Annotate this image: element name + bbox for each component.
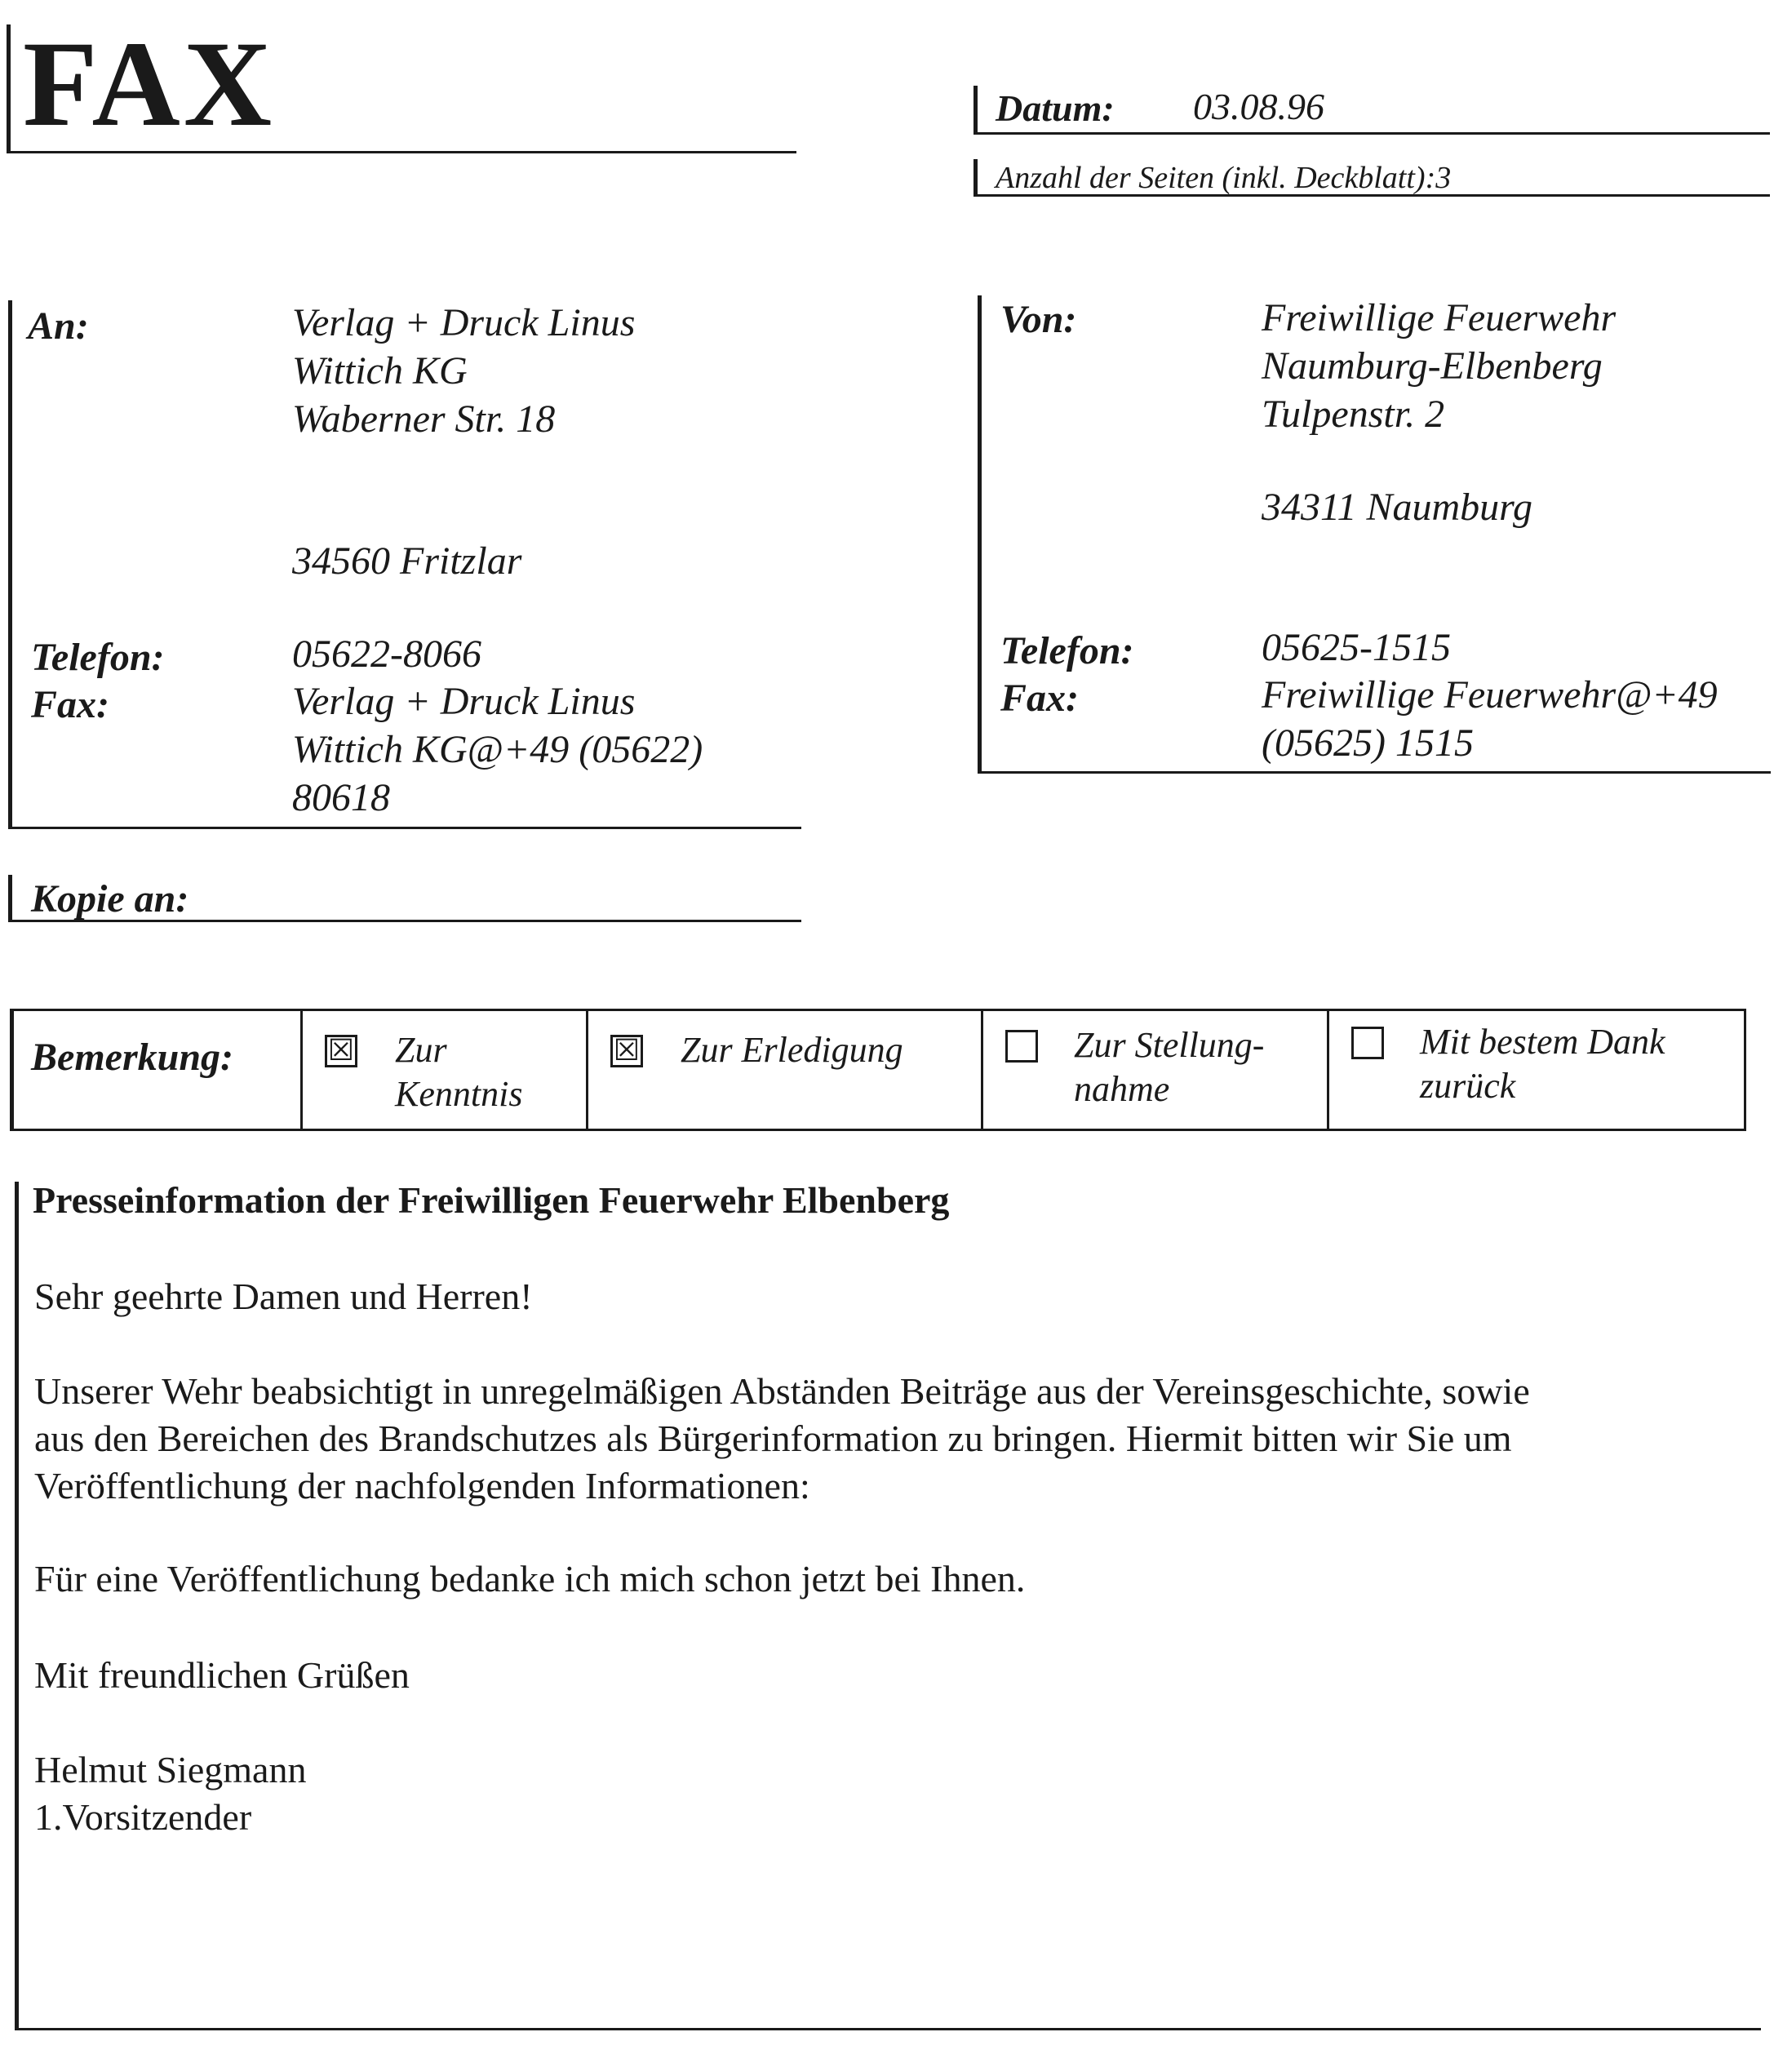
message-paragraph: Für eine Veröffentlichung bedanke ich mich schon jetzt bei Ihnen.	[34, 1558, 1026, 1599]
recipient-phone-label: Telefon:	[31, 636, 165, 679]
recipient-label: An:	[28, 304, 89, 348]
sender-city: 34311 Naumburg	[1262, 486, 1533, 529]
recipient-city: 34560 Fritzlar	[292, 539, 522, 583]
sender-label: Von:	[1000, 298, 1077, 341]
sender-phone-label: Telefon:	[1000, 629, 1134, 672]
option-zur-erledigung: Zur Erledigung	[681, 1030, 903, 1070]
recipient-fax-label: Fax:	[31, 683, 109, 726]
checkbox-zur-erledigung[interactable]: ☒	[610, 1035, 643, 1067]
remarks-label: Bemerkung:	[31, 1036, 234, 1079]
page-count-label: Anzahl der Seiten (inkl. Deckblatt):3	[996, 161, 1452, 195]
copy-label: Kopie an:	[31, 877, 189, 921]
remarks-divider	[981, 1009, 983, 1131]
message-signer: Helmut Siegmann 1.Vorsitzender	[34, 1749, 307, 1838]
checkbox-zur-kenntnis[interactable]: ☒	[325, 1035, 357, 1067]
sender-fax: Freiwillige Feuerwehr@+49 (05625) 1515	[1262, 673, 1718, 765]
message-closing: Mit freundlichen Grüßen	[34, 1654, 410, 1696]
date-label: Datum:	[996, 87, 1115, 129]
sender-phone: 05625-1515	[1262, 626, 1451, 669]
date-value: 03.08.96	[1193, 86, 1324, 127]
recipient-address: Verlag + Druck Linus Wittich KG Waberner Str. 18	[292, 301, 636, 441]
checkbox-mit-bestem-dank[interactable]	[1351, 1027, 1384, 1059]
sender-fax-label: Fax:	[1000, 677, 1079, 720]
fax-title: FAX	[23, 16, 276, 152]
sender-address: Freiwillige Feuerwehr Naumburg-Elbenberg Tulpenstr. 2	[1262, 296, 1617, 436]
remarks-divider	[300, 1009, 303, 1131]
message-paragraph: Unserer Wehr beabsichtigt in unregelmäßigen Abständen Beiträge aus der Vereinsgeschichte, sowie aus den Bereichen des Brandschutzes als Bürgerinformation zu bringen. Hiermit bitten wir Sie um Veröffentlichung der nachfolgenden Informationen:	[34, 1370, 1530, 1506]
message-salutation: Sehr geehrte Damen und Herren!	[34, 1276, 533, 1317]
remarks-divider	[586, 1009, 588, 1131]
option-zur-stellungnahme: Zur Stellung- nahme	[1074, 1025, 1265, 1109]
recipient-phone: 05622-8066	[292, 632, 481, 676]
option-zur-kenntnis: Zur Kenntnis	[395, 1030, 523, 1114]
checkbox-zur-stellungnahme[interactable]	[1005, 1030, 1038, 1063]
message-title: Presseinformation der Freiwilligen Feuerwehr Elbenberg	[33, 1179, 950, 1221]
option-mit-bestem-dank: Mit bestem Dank zurück	[1420, 1022, 1665, 1106]
remarks-divider	[1327, 1009, 1329, 1131]
recipient-fax: Verlag + Druck Linus Wittich KG@+49 (05622) 80618	[292, 680, 703, 819]
